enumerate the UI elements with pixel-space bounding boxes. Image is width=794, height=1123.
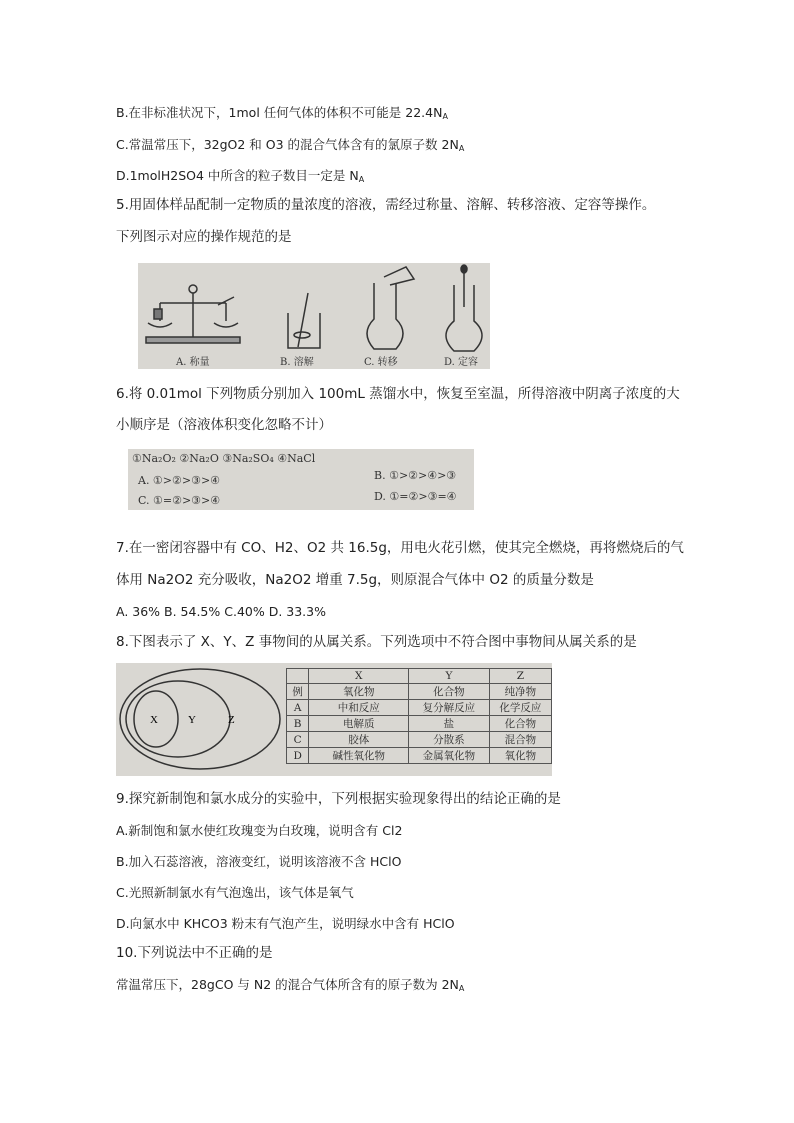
table-cell: 分散系: [409, 732, 489, 748]
table-row: [287, 716, 552, 732]
table-cell: 混合物: [489, 732, 551, 748]
table-row: [287, 700, 552, 716]
question-7-line-1: 7.在一密闭容器中有 CO、H2、O2 共 16.5g，用电火花引燃，使其完全燃烧，再将燃烧后的气: [116, 540, 684, 556]
table-cell: C: [287, 732, 309, 748]
question-9-option-b: B.加入石蕊溶液，溶液变红，说明该溶液不含 HClO: [116, 854, 402, 869]
caption-constant-volume: D. 定容: [444, 357, 479, 368]
question-6-line-1: 6.将 0.01mol 下列物质分别加入 100mL 蒸馏水中，恢复至室温，所得溶液中阴离子浓度的大: [116, 386, 680, 402]
option-c: C. ①=②>③>④: [138, 494, 221, 507]
table-header-cell: X: [309, 669, 409, 684]
question-5-line-2: 下列图示对应的操作规范的是: [116, 229, 292, 245]
option-d: D. ①=②>③=④: [374, 490, 457, 503]
table-cell: 氧化物: [489, 748, 551, 764]
table-cell: 化合物: [409, 684, 489, 700]
table-cell: 电解质: [309, 716, 409, 732]
table-cell: A: [287, 700, 309, 716]
question-8-stem: 8.下图表示了 X、Y、Z 事物间的从属关系。下列选项中不符合图中事物间从属关系的是: [116, 634, 637, 650]
table-cell: 复分解反应: [409, 700, 489, 716]
label-y: Y: [188, 714, 196, 726]
table-cell: B: [287, 716, 309, 732]
table-header-cell: Z: [489, 669, 551, 684]
question-9-stem: 9.探究新制饱和氯水成分的实验中，下列根据实验现象得出的结论正确的是: [116, 791, 561, 807]
table-cell: 例: [287, 684, 309, 700]
relationship-table: [286, 668, 552, 764]
subordination-figure: [116, 663, 552, 776]
caption-transfer: C. 转移: [364, 357, 398, 368]
question-10-stem: 10.下列说法中不正确的是: [116, 945, 273, 961]
option-b: B. ①>②>④>③: [374, 469, 457, 482]
table-row: [287, 684, 552, 700]
table-cell: D: [287, 748, 309, 764]
table-cell: 胶体: [309, 732, 409, 748]
table-cell: 氧化物: [309, 684, 409, 700]
question-5-line-1: 5.用固体样品配制一定物质的量浓度的溶液，需经过称量、溶解、转移溶液、定容等操作。: [116, 197, 656, 213]
table-cell: 中和反应: [309, 700, 409, 716]
table-cell: 盐: [409, 716, 489, 732]
lab-operations-figure: [138, 263, 490, 369]
option-a: A. ①>②>③>④: [138, 474, 221, 487]
table-header-cell: Y: [409, 669, 489, 684]
question-9-option-c: C.光照新制氯水有气泡逸出，该气体是氧气: [116, 885, 354, 900]
option-b-line: B.在非标准状况下，1mol 任何气体的体积不可能是 $22.4N_A$: [116, 105, 448, 121]
concentration-options-figure: [128, 449, 474, 510]
caption-weigh: A. 称量: [176, 357, 210, 368]
question-6-line-2: 小顺序是（溶液体积变化忽略不计）: [116, 417, 332, 433]
option-d-line: D.1molH2SO4 中所含的粒子数目一定是 $N_A$: [116, 168, 365, 184]
substance-list: ①Na₂O₂ ②Na₂O ③Na₂SO₄ ④NaCl: [132, 452, 316, 465]
table-cell: 纯净物: [489, 684, 551, 700]
label-z: Z: [228, 714, 235, 726]
nested-ellipses-diagram: [116, 663, 286, 776]
question-9-option-d: D.向氯水中 KHCO3 粉末有气泡产生，说明绿水中含有 HClO: [116, 916, 455, 931]
option-c-line: C.常温常压下，32gO2 和 O3 的混合气体含有的氯原子数 $2N_A$: [116, 137, 465, 153]
table-cell: 化合物: [489, 716, 551, 732]
table-row: [287, 748, 552, 764]
table-header-row: [287, 669, 552, 684]
question-7-options: A. 36% B. 54.5% C.40% D. 33.3%: [116, 604, 326, 619]
table-header-cell: [287, 669, 309, 684]
table-cell: 化学反应: [489, 700, 551, 716]
table-row: [287, 732, 552, 748]
table-cell: 碱性氧化物: [309, 748, 409, 764]
caption-dissolve: B. 溶解: [280, 357, 314, 368]
question-7-line-2: 体用 Na2O2 充分吸收，Na2O2 增重 7.5g，则原混合气体中 O2 的质量分数是: [116, 572, 594, 588]
table-cell: 金属氧化物: [409, 748, 489, 764]
question-9-option-a: A.新制饱和氯水使红玫瑰变为白玫瑰，说明含有 Cl2: [116, 823, 403, 838]
label-x: X: [150, 714, 158, 726]
question-10-statement: 常温常压下，28gCO 与 N2 的混合气体所含有的原子数为 $2N_A$: [116, 977, 465, 993]
